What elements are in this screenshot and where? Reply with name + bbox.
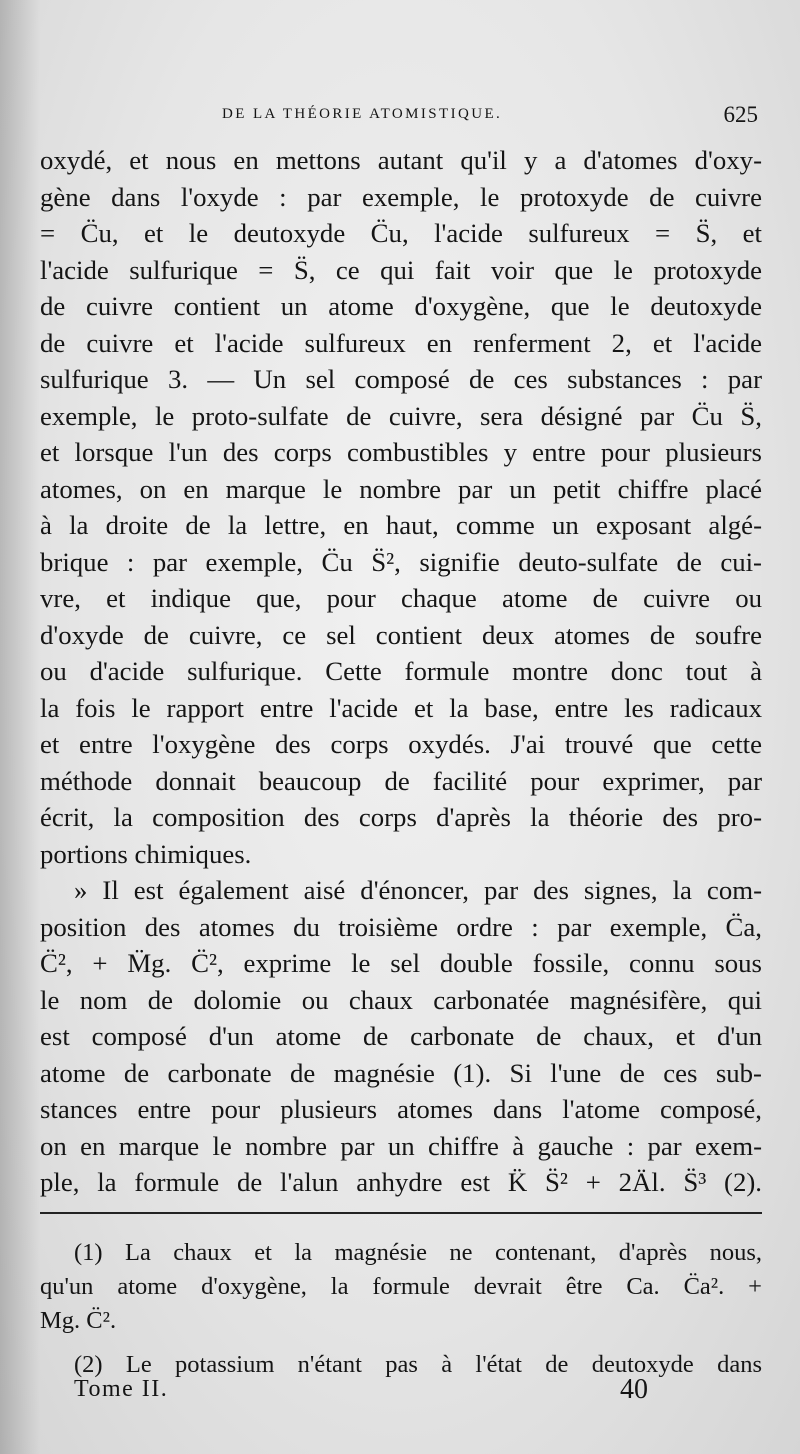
text-line: vre, et indique que, pour chaque atome de cuivre ou (40, 583, 762, 613)
text-line: oxydé, et nous en mettons autant qu'il y a d'atomes d'oxy- (40, 145, 762, 175)
binding-shadow (0, 0, 40, 1454)
running-head: DE LA THÉORIE ATOMISTIQUE. (222, 106, 503, 122)
text-line: = C̈u, et le deutoxyde C̈u, l'acide sulfureux = S̈, et (40, 218, 762, 248)
page-number: 625 (723, 102, 758, 127)
text-line: et lorsque l'un des corps combustibles y entre pour plusieurs (40, 437, 762, 467)
text-line: le nom de dolomie ou chaux carbonatée magnésifère, qui (40, 984, 762, 1015)
text-line: d'oxyde de cuivre, ce sel contient deux atomes de soufre (40, 619, 762, 650)
text-line: et entre l'oxygène des corps oxydés. J'ai trouvé que cette (40, 729, 762, 759)
text-line: de cuivre contient un atome d'oxygène, que le deutoxyde (40, 291, 762, 321)
footnote-rule (40, 1212, 762, 1214)
volume-signature: Tome II. (74, 1376, 169, 1402)
text-line: méthode donnait beaucoup de facilité pour exprimer, par (40, 765, 762, 796)
text-line: atomes, on en marque le nombre par un petit chiffre placé (40, 473, 762, 504)
text-line: ou d'acide sulfurique. Cette formule montre donc tout à (40, 656, 762, 686)
text-line: l'acide sulfurique = S̈, ce qui fait voir que le protoxyde (40, 254, 762, 285)
text-line: la fois le rapport entre l'acide et la base, entre les radicaux (40, 692, 762, 723)
footnote-line: Mg. C̈². (40, 1307, 117, 1334)
text-line: position des atomes du troisième ordre : par exemple, C̈a, (40, 911, 762, 942)
text-line: stances entre pour plusieurs atomes dans l'atome composé, (40, 1094, 762, 1124)
text-line: exemple, le proto-sulfate de cuivre, sera désigné par C̈u S̈, (40, 400, 762, 431)
text-line: C̈², + M̈g. C̈², exprime le sel double fossile, connu sous (40, 948, 762, 978)
footnotes (40, 1236, 762, 1382)
text-line: est composé d'un atome de carbonate de chaux, et d'un (40, 1021, 762, 1051)
main-text (40, 142, 762, 1201)
text-line: gène dans l'oxyde : par exemple, le protoxyde de cuivre (40, 181, 762, 212)
text-line: ple, la formule de l'alun anhydre est K̈ S̈² + 2Äl. S̈³ (2). (40, 1167, 762, 1197)
text-line: brique : par exemple, C̈u S̈², signifie deuto-sulfate de cui- (40, 546, 762, 577)
signature-number: 40 (620, 1374, 648, 1405)
text-line: portions chimiques. (40, 838, 252, 869)
text-line: » Il est également aisé d'énoncer, par des signes, la com- (74, 875, 762, 905)
text-line: écrit, la composition des corps d'après la théorie des pro- (40, 802, 762, 832)
text-line: atome de carbonate de magnésie (1). Si l'une de ces sub- (40, 1057, 762, 1088)
text-line: sulfurique 3. — Un sel composé de ces substances : par (40, 364, 762, 394)
footnote-line: (1) La chaux et la magnésie ne contenant, d'après nous, (74, 1239, 762, 1266)
text-line: à la droite de la lettre, en haut, comme un exposant algé- (40, 510, 762, 540)
text-line: on en marque le nombre par un chiffre à gauche : par exem- (40, 1130, 762, 1161)
footnote-line: qu'un atome d'oxygène, la formule devrait être Ca. C̈a². + (40, 1273, 762, 1300)
text-line: de cuivre et l'acide sulfureux en renferment 2, et l'acide (40, 327, 762, 358)
footnote-line: (2) Le potassium n'étant pas à l'état de deutoxyde dans (74, 1351, 762, 1378)
page-header (0, 104, 800, 134)
page-footer (0, 1376, 800, 1416)
